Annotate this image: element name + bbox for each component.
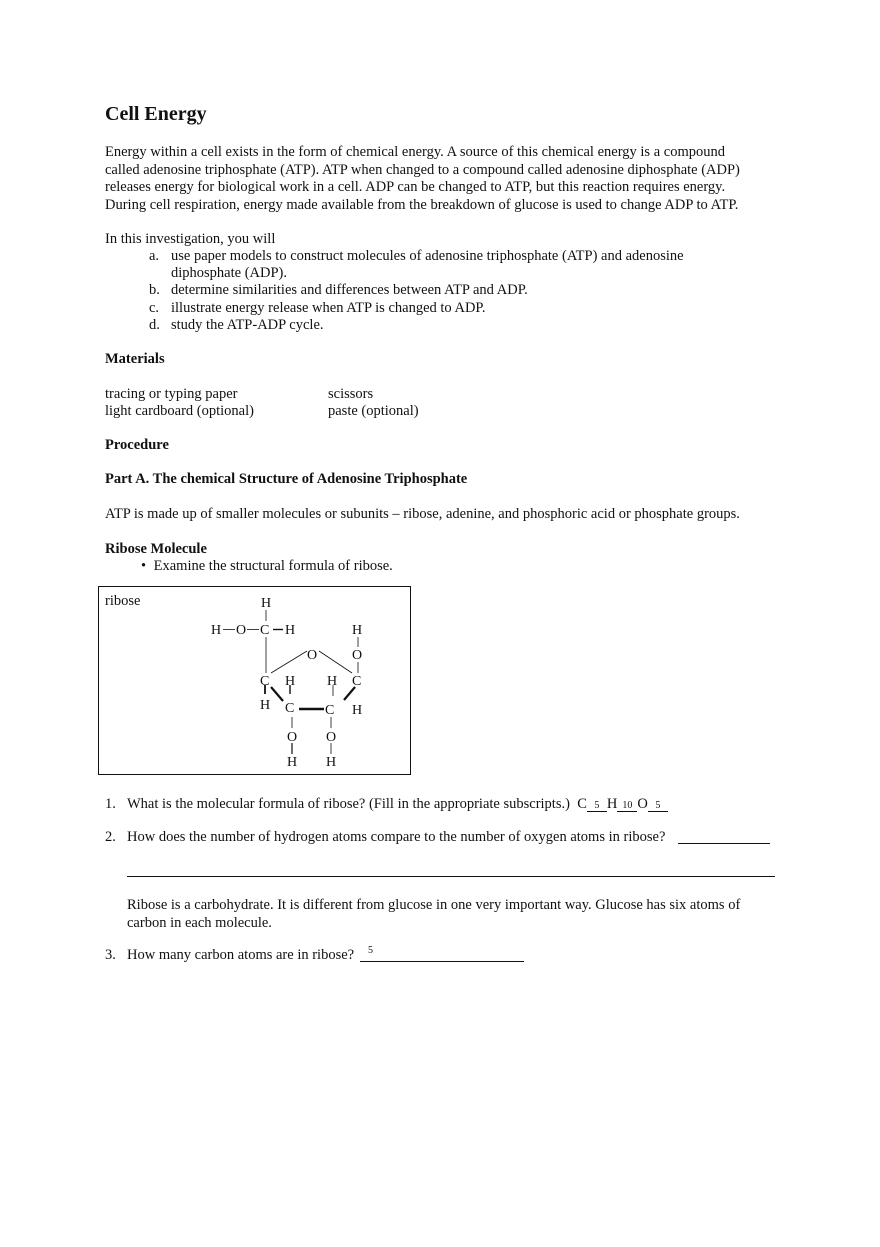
bullet-text: Examine the structural formula of ribose.: [153, 558, 393, 574]
objective-text: illustrate energy release when ATP is changed to ADP.: [171, 300, 486, 316]
objective-marker: a.: [149, 248, 160, 264]
o-subscript-field[interactable]: 5: [648, 800, 668, 812]
page-title: Cell Energy: [105, 103, 207, 125]
question-3: [105, 947, 354, 964]
ribose-bullet: [141, 558, 393, 575]
answer-line-q2-continued[interactable]: [127, 876, 775, 877]
objective-c: [149, 300, 486, 317]
part-a-text: ATP is made up of smaller molecules or subunits – ribose, adenine, and phosphoric acid or phosphate groups.: [105, 506, 740, 522]
diagram-label: ribose: [105, 593, 141, 609]
material-item: paste (optional): [328, 403, 419, 419]
objective-marker: b.: [149, 282, 160, 298]
note-line: Ribose is a carbohydrate. It is different from glucose in one very important way. Glucose has six atoms of: [127, 897, 741, 913]
objective-a-continued: diphosphate (ADP).: [171, 265, 287, 281]
question-1: [105, 796, 668, 813]
question-number: 3.: [105, 947, 116, 963]
ribose-note: [127, 897, 740, 932]
formula-h: H: [606, 796, 618, 812]
materials-heading: Materials: [105, 351, 165, 367]
part-a-heading: Part A. The chemical Structure of Adenosine Triphosphate: [105, 471, 468, 487]
atom-label: O: [236, 623, 247, 638]
intro-line: During cell respiration, energy made available from the breakdown of glucose is used to change ADP to ATP.: [105, 196, 739, 213]
bond: [271, 651, 307, 673]
question-number: 2.: [105, 829, 116, 845]
atom-label: H: [285, 623, 296, 638]
atom-label: H: [326, 755, 337, 770]
objective-marker: d.: [149, 317, 160, 333]
objective-text: determine similarities and differences between ATP and ADP.: [171, 282, 528, 298]
investigation-intro: In this investigation, you will: [105, 231, 276, 247]
bond: [319, 651, 352, 673]
q3-answer[interactable]: 5: [368, 945, 373, 956]
objective-d: [149, 317, 324, 334]
note-line: carbon in each molecule.: [127, 914, 272, 931]
atom-label: C: [260, 623, 270, 638]
h-subscript-field[interactable]: 10: [617, 800, 637, 812]
question-text: What is the molecular formula of ribose? (Fill in the appropriate subscripts.): [127, 796, 570, 812]
question-2: [105, 829, 665, 846]
formula-o: O: [637, 796, 648, 812]
question-text: How does the number of hydrogen atoms compare to the number of oxygen atoms in ribose?: [127, 829, 666, 845]
atom-label: C: [352, 674, 362, 689]
intro-line: called adenosine triphosphate (ATP). ATP when changed to a compound called adenosine diphosphate (ADP): [105, 161, 740, 178]
atom-label: O: [352, 648, 363, 663]
atom-label: H: [352, 703, 363, 718]
ribose-structure-svg: [99, 587, 412, 776]
atom-label: O: [287, 730, 298, 745]
c-subscript-field[interactable]: 5: [587, 800, 607, 812]
intro-paragraph: [105, 144, 740, 214]
answer-line-q3[interactable]: [360, 961, 524, 962]
answer-line-q2[interactable]: [678, 843, 770, 844]
material-item: scissors: [328, 386, 374, 402]
atom-label: O: [326, 730, 337, 745]
material-item: tracing or typing paper: [105, 386, 238, 402]
bond: [271, 687, 283, 701]
atom-label: H: [352, 623, 363, 638]
question-number: 1.: [105, 796, 116, 812]
objective-text: use paper models to construct molecules of adenosine triphosphate (ATP) and adenosine: [171, 248, 684, 264]
ribose-diagram: [98, 586, 411, 775]
atom-label: C: [260, 674, 270, 689]
objective-marker: c.: [149, 300, 160, 316]
bullet-icon: •: [141, 558, 147, 574]
question-text: How many carbon atoms are in ribose?: [127, 947, 355, 963]
atom-label: C: [325, 703, 335, 718]
objective-b: [149, 282, 528, 299]
formula-c: C: [577, 796, 587, 812]
procedure-heading: Procedure: [105, 437, 169, 453]
atom-label: H: [327, 674, 338, 689]
atom-label: O: [307, 648, 318, 663]
material-item: light cardboard (optional): [105, 403, 254, 419]
objective-a: [149, 248, 684, 265]
intro-line: Energy within a cell exists in the form of chemical energy. A source of this chemical energy is a compound: [105, 144, 725, 160]
atom-label: H: [260, 698, 271, 713]
atom-label: H: [211, 623, 222, 638]
atom-label: H: [261, 596, 272, 611]
intro-line: releases energy for biological work in a cell. ADP can be changed to ATP, but this reaction requires energy.: [105, 179, 726, 195]
objective-text: study the ATP-ADP cycle.: [171, 317, 324, 333]
ribose-heading: Ribose Molecule: [105, 541, 207, 557]
atom-label: H: [287, 755, 298, 770]
atom-label: C: [285, 701, 295, 716]
atom-label: H: [285, 674, 296, 689]
